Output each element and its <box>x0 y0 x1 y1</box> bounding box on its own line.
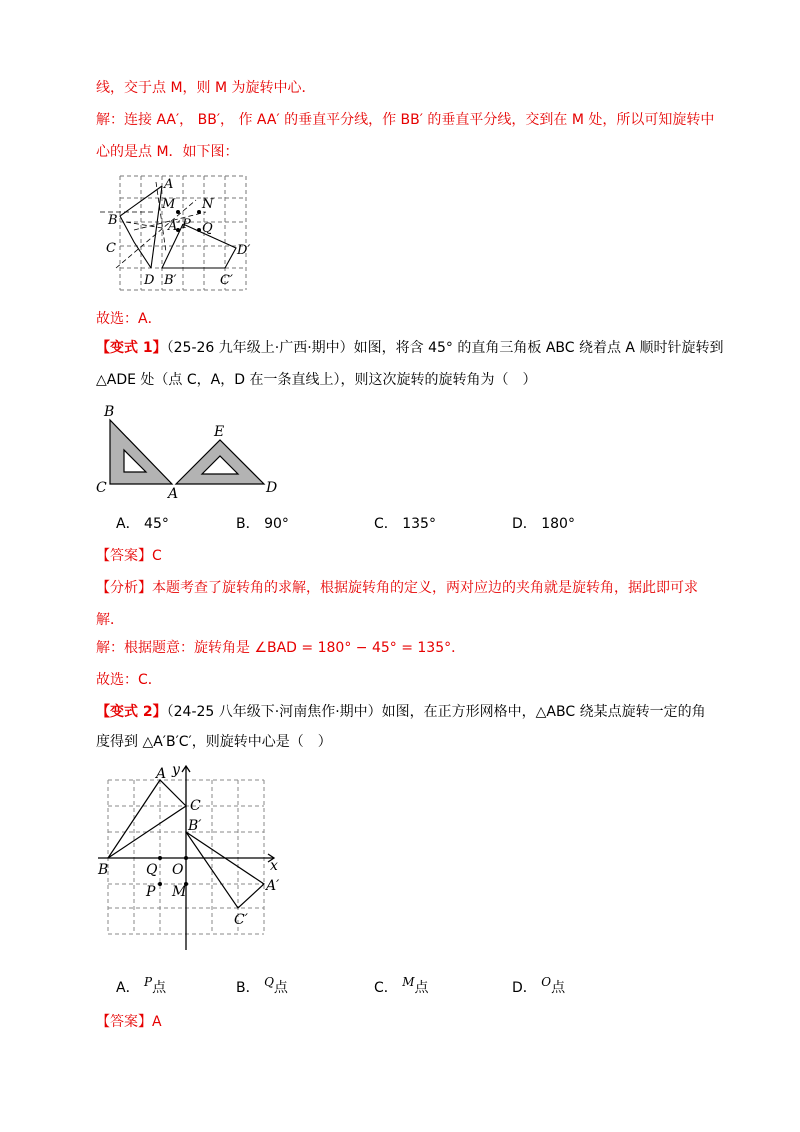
option-2-a <box>116 972 166 998</box>
option-value: P <box>144 975 153 989</box>
option-suffix: 点 <box>152 980 167 996</box>
option-value: O <box>541 975 552 989</box>
analysis-text: 本题考查了旋转角的求解，根据旋转角的定义，两对应边的夹角就是旋转角，据此即可求 <box>152 580 698 596</box>
option-letter: C． <box>374 980 398 996</box>
option-1-b <box>236 514 289 534</box>
figure-3-label-C-prime: C′ <box>234 912 248 928</box>
figure-1-label-P: P <box>182 217 191 232</box>
option-letter: D． <box>512 516 537 532</box>
variant-1-question-1: （25-26 九年级上·广西·期中）如图，将含 45° 的直角三角板 ABC 绕着点 A 顺时针旋转到 <box>166 340 724 356</box>
variant-1-solution: 解：根据题意：旋转角是 ∠BAD = 180° − 45° = 135°． <box>96 640 466 656</box>
figure-grid-rotation <box>96 172 256 292</box>
triangle-shapes <box>110 420 264 484</box>
figure-3-label-A-prime: A′ <box>266 878 280 894</box>
text-line-1: 线，交于点 M，则 M 为旋转中心． <box>96 80 316 96</box>
figure-3-label-B: B <box>98 862 109 878</box>
option-value: 45° <box>144 516 169 532</box>
figure-1-label-A-prime: A′ <box>168 219 181 234</box>
option-2-c <box>374 972 429 998</box>
figure-triangles <box>94 400 294 500</box>
answer-value: A <box>152 1014 162 1030</box>
variant-1-line-1 <box>96 338 723 358</box>
option-suffix: 点 <box>551 980 566 996</box>
figure-1-label-D-prime: D′ <box>237 243 251 258</box>
variant-2-answer <box>96 1012 162 1032</box>
variant-2-question-2: 度得到 △A′B′C′，则旋转中心是（ ） <box>96 734 332 750</box>
figure-3-label-y: y <box>172 762 180 778</box>
figure-1-label-M: M <box>162 197 176 212</box>
figure-3-label-x: x <box>270 858 278 874</box>
answer-line-1: 故选：A． <box>96 311 162 327</box>
option-letter: B． <box>236 516 260 532</box>
text-line-3: 心的是点 M．如下图： <box>96 144 239 160</box>
option-1-d <box>512 514 575 534</box>
option-value: 180° <box>541 516 575 532</box>
option-value: 135° <box>402 516 436 532</box>
figure-coordinate-grid <box>94 758 294 954</box>
figure-2-label-C: C <box>96 480 107 496</box>
option-suffix: 点 <box>414 980 429 996</box>
variant-1-analysis-1 <box>96 578 698 598</box>
figure-1-label-D: D <box>144 273 155 288</box>
variant-1-question-2: △ADE 处（点 C，A，D 在一条直线上），则这次旋转的旋转角为（ ） <box>96 372 537 388</box>
option-1-c <box>374 514 436 534</box>
figure-2-label-D: D <box>266 480 278 496</box>
option-2-d <box>512 972 565 998</box>
answer-value: C <box>152 548 162 564</box>
option-suffix: 点 <box>273 980 288 996</box>
figure-3-label-C: C <box>190 798 201 814</box>
figure-1-label-B: B <box>108 213 118 228</box>
variant-1-analysis-2: 解． <box>96 612 124 628</box>
figure-1-label-B-prime: B′ <box>164 273 177 288</box>
variant-2-tag: 【变式 2】 <box>96 704 167 720</box>
figure-3-label-M: M <box>172 884 187 900</box>
option-value: 90° <box>264 516 289 532</box>
option-letter: C． <box>374 516 398 532</box>
answer-tag: 【答案】 <box>96 1014 152 1030</box>
figure-2-label-E: E <box>214 424 225 440</box>
answer-tag: 【答案】 <box>96 548 152 564</box>
figure-3-label-B-prime: B′ <box>188 818 202 834</box>
option-2-b <box>236 972 288 998</box>
figure-3-label-O: O <box>172 862 184 878</box>
text-line-2: 解：连接 AA′， BB′， 作 AA′ 的垂直平分线，作 BB′ 的垂直平分线，交到在 M 处，所以可知旋转中 <box>96 112 715 128</box>
variant-1-choose: 故选：C． <box>96 672 162 688</box>
option-letter: D． <box>512 980 537 996</box>
figure-1-label-A: A <box>164 177 174 192</box>
variant-2-line-1 <box>96 702 706 722</box>
figure-3-label-Q: Q <box>146 862 158 878</box>
figure-1-label-C-prime: C′ <box>220 273 233 288</box>
option-value: M <box>402 975 415 989</box>
figure-2-label-A: A <box>168 486 179 500</box>
figure-3-label-P: P <box>146 884 156 900</box>
option-1-a <box>116 514 169 534</box>
option-letter: B． <box>236 980 260 996</box>
figure-1-label-C: C <box>106 241 116 256</box>
analysis-tag: 【分析】 <box>96 580 152 596</box>
option-value: Q <box>264 975 274 989</box>
option-letter: A． <box>116 980 140 996</box>
figure-2-label-B: B <box>104 404 115 420</box>
option-letter: A． <box>116 516 140 532</box>
variant-2-question-1: （24-25 八年级下·河南焦作·期中）如图，在正方形网格中，△ABC 绕某点旋转一定的角 <box>166 704 706 720</box>
figure-1-label-Q: Q <box>202 221 213 236</box>
figure-1-label-N: N <box>202 197 214 212</box>
variant-1-answer <box>96 546 162 566</box>
variant-1-tag: 【变式 1】 <box>96 340 167 356</box>
figure-3-label-A: A <box>156 766 167 782</box>
